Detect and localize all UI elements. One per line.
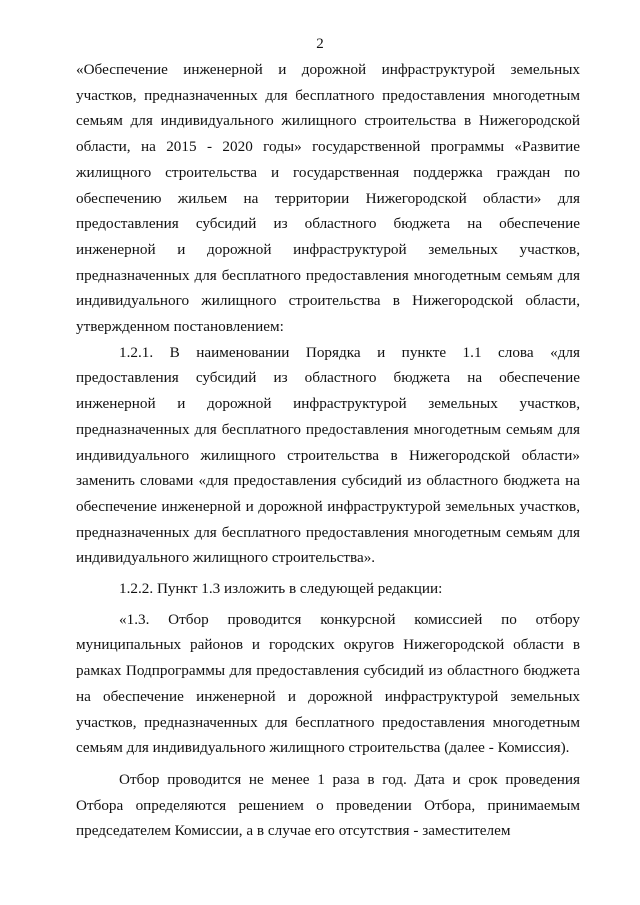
paragraph-1-2-1: 1.2.1. В наименовании Порядка и пункте 1.1 слова «для предоставления субсидий из областного бюджета на обеспечение инженерной и дорожной инфраструктурой земельных участков, предназначенных для бесплатного предоставления многодетным семьям для индивидуального жилищного строительства в Нижегородской области» заменить словами «для предоставления субсидий из областного бюджета на обеспечение инженерной и дорожной инфраструктурой земельных участков, предназначенных для бесплатного предоставления многодетным семьям для индивидуального жилищного строительства». bbox=[76, 343, 580, 567]
paragraph-1-2-2: 1.2.2. Пункт 1.3 изложить в следующей редакции: bbox=[119, 580, 443, 598]
paragraph-1-3: «1.3. Отбор проводится конкурсной комиссией по отбору муниципальных районов и городских округов Нижегородской области в рамках Подпрограммы для предоставления субсидий из областного бюджета на обеспечение инженерной и дорожной инфраструктурой земельных участков, предназначенных для бесплатного предоставления многодетным семьям для индивидуального жилищного строительства (далее - Комиссия). bbox=[76, 610, 580, 757]
page-number: 2 bbox=[316, 36, 324, 52]
document-body bbox=[76, 57, 580, 844]
paragraph-selection-frequency: Отбор проводится не менее 1 раза в год. Дата и срок проведения Отбора определяются решением о проведении Отбора, принимаемым председателем Комиссии, а в случае его отсутствия - заместителем bbox=[76, 770, 580, 840]
paragraph-intro: «Обеспечение инженерной и дорожной инфраструктурой земельных участков, предназначенных для бесплатного предоставления многодетным семьям для индивидуального жилищного строительства в Нижегородской области, на 2015 - 2020 годы» государственной программы «Развитие жилищного строительства и государственная поддержка граждан по обеспечению жильем на территории Нижегородской области» для предоставления субсидий из областного бюджета на обеспечение инженерной и дорожной инфраструктурой земельных участков, предназначенных для бесплатного предоставления многодетным семьям для индивидуального жилищного строительства в Нижегородской области, утвержденном постановлением: bbox=[76, 61, 580, 336]
